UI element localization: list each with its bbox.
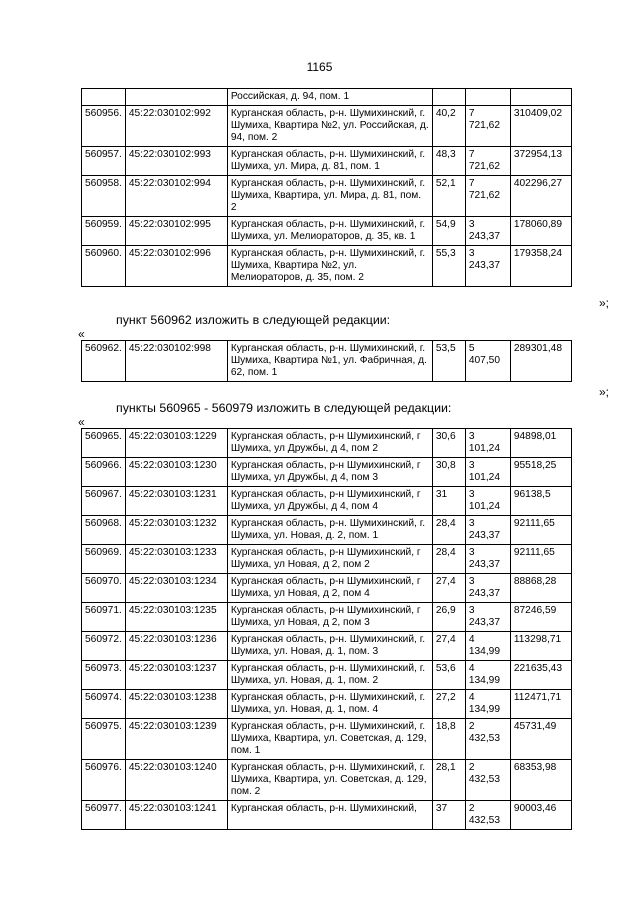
table-row <box>82 147 572 176</box>
rate-cell: 3 101,24 <box>465 429 510 458</box>
row-number-cell: 560975. <box>82 719 126 760</box>
rate-cell: 3 101,24 <box>465 458 510 487</box>
area-cell: 26,9 <box>432 603 465 632</box>
rate-cell: 7 721,62 <box>465 106 510 147</box>
table-row <box>82 106 572 147</box>
address-cell: Курганская область, р-н Шумихинский, г Шумиха, ул Новая, д 2, пом 3 <box>227 603 432 632</box>
cadastral-number-cell: 45:22:030103:1230 <box>125 458 227 487</box>
cadastral-number-cell: 45:22:030103:1239 <box>125 719 227 760</box>
rate-cell: 4 134,99 <box>465 632 510 661</box>
row-number-cell: 560976. <box>82 760 126 801</box>
area-cell: 28,4 <box>432 516 465 545</box>
rate-cell: 3 243,37 <box>465 217 510 246</box>
row-number-cell: 560977. <box>82 801 126 830</box>
value-cell: 310409,02 <box>510 106 571 147</box>
value-cell: 92111,65 <box>510 545 571 574</box>
value-cell: 68353,98 <box>510 760 571 801</box>
address-cell: Курганская область, р-н. Шумихинский, г. Шумиха, ул. Новая, д. 1, пом. 4 <box>227 690 432 719</box>
cadastral-number-cell: 45:22:030103:1232 <box>125 516 227 545</box>
closing-quote-2: »; <box>598 385 609 399</box>
row-number-cell: 560974. <box>82 690 126 719</box>
rate-cell: 5 407,50 <box>465 341 510 382</box>
row-number-cell: 560969. <box>82 545 126 574</box>
cadastral-number-cell: 45:22:030103:1229 <box>125 429 227 458</box>
value-cell: 113298,71 <box>510 632 571 661</box>
area-cell: 37 <box>432 801 465 830</box>
table-row <box>82 661 572 690</box>
row-number-cell: 560965. <box>82 429 126 458</box>
value-cell: 178060,89 <box>510 217 571 246</box>
rate-cell: 2 432,53 <box>465 801 510 830</box>
table-row <box>82 545 572 574</box>
area-cell: 55,3 <box>432 246 465 287</box>
address-cell: Курганская область, р-н Шумихинский, г Шумиха, ул Дружбы, д 4, пом 4 <box>227 487 432 516</box>
cadastral-number-cell: 45:22:030103:1238 <box>125 690 227 719</box>
rate-cell: 3 243,37 <box>465 545 510 574</box>
amendment-paragraph-1: пункт 560962 изложить в следующей редакции: <box>116 313 391 327</box>
table-row <box>82 801 572 830</box>
cadastral-number-cell: 45:22:030103:1231 <box>125 487 227 516</box>
row-number-cell: 560966. <box>82 458 126 487</box>
cadastral-number-cell: 45:22:030102:993 <box>125 147 227 176</box>
table-row <box>82 246 572 287</box>
area-cell: 28,4 <box>432 545 465 574</box>
cadastral-number-cell: 45:22:030102:992 <box>125 106 227 147</box>
area-cell: 48,3 <box>432 147 465 176</box>
cadastral-number-cell: 45:22:030103:1241 <box>125 801 227 830</box>
address-cell: Курганская область, р-н. Шумихинский, г. Шумиха, ул. Новая, д. 2, пом. 1 <box>227 516 432 545</box>
address-cell: Курганская область, р-н. Шумихинский, г. Шумиха, Квартира, ул. Мира, д. 81, пом. 2 <box>227 176 432 217</box>
value-cell: 179358,24 <box>510 246 571 287</box>
row-number-cell: 560967. <box>82 487 126 516</box>
value-cell: 289301,48 <box>510 341 571 382</box>
table-row <box>82 176 572 217</box>
opening-quote-2: « <box>78 415 85 429</box>
rate-cell: 3 243,37 <box>465 603 510 632</box>
table-row <box>82 632 572 661</box>
address-cell: Курганская область, р-н. Шумихинский, г. Шумиха, Квартира №2, ул. Мелиораторов, д. 35, пом. 2 <box>227 246 432 287</box>
area-cell: 27,4 <box>432 574 465 603</box>
row-number-cell: 560973. <box>82 661 126 690</box>
address-cell: Курганская область, р-н. Шумихинский, г. Шумиха, ул. Новая, д. 1, пом. 3 <box>227 632 432 661</box>
address-cell: Курганская область, р-н. Шумихинский, г. Шумиха, Квартира №2, ул. Российская, д. 94, пом. 2 <box>227 106 432 147</box>
table-row <box>82 603 572 632</box>
cadastral-number-cell: 45:22:030103:1236 <box>125 632 227 661</box>
cadastral-number-cell: 45:22:030102:998 <box>125 341 227 382</box>
value-cell: 45731,49 <box>510 719 571 760</box>
area-cell: 40,2 <box>432 106 465 147</box>
address-cell: Курганская область, р-н Шумихинский, г Шумиха, ул Дружбы, д 4, пом 3 <box>227 458 432 487</box>
area-cell: 27,2 <box>432 690 465 719</box>
area-cell: 53,6 <box>432 661 465 690</box>
rate-cell: 7 721,62 <box>465 147 510 176</box>
address-cell: Курганская область, р-н. Шумихинский, г. Шумиха, Квартира №1, ул. Фабричная, д. 62, пом. 1 <box>227 341 432 382</box>
row-number-cell: 560968. <box>82 516 126 545</box>
table-row <box>82 516 572 545</box>
rate-cell: 4 134,99 <box>465 690 510 719</box>
value-cell: 112471,71 <box>510 690 571 719</box>
address-cell: Курганская область, р-н. Шумихинский, г. Шумиха, Квартира, ул. Советская, д. 129, пом. 1 <box>227 719 432 760</box>
address-cell: Курганская область, р-н. Шумихинский, г. Шумиха, ул. Новая, д. 1, пом. 2 <box>227 661 432 690</box>
cadastral-number-cell: 45:22:030103:1233 <box>125 545 227 574</box>
row-number-cell: 560956. <box>82 106 126 147</box>
rate-cell: 2 432,53 <box>465 760 510 801</box>
address-cell: Курганская область, р-н. Шумихинский, г. Шумиха, ул. Мира, д. 81, пом. 1 <box>227 147 432 176</box>
table-row <box>82 89 572 106</box>
address-cell: Курганская область, р-н. Шумихинский, г. Шумиха, ул. Мелиораторов, д. 35, кв. 1 <box>227 217 432 246</box>
cadastral-number-cell <box>125 89 227 106</box>
value-cell: 94898,01 <box>510 429 571 458</box>
address-cell: Российская, д. 94, пом. 1 <box>227 89 432 106</box>
row-number-cell: 560962. <box>82 341 126 382</box>
rate-cell: 3 243,37 <box>465 516 510 545</box>
cadastral-number-cell: 45:22:030102:996 <box>125 246 227 287</box>
value-cell: 87246,59 <box>510 603 571 632</box>
row-number-cell: 560970. <box>82 574 126 603</box>
table-row <box>82 760 572 801</box>
row-number-cell: 560958. <box>82 176 126 217</box>
area-cell: 31 <box>432 487 465 516</box>
area-cell: 54,9 <box>432 217 465 246</box>
opening-quote-1: « <box>78 327 85 341</box>
value-cell <box>510 89 571 106</box>
property-table-1 <box>81 88 572 287</box>
table-row <box>82 719 572 760</box>
area-cell: 27,4 <box>432 632 465 661</box>
property-table-2 <box>81 340 572 382</box>
cadastral-number-cell: 45:22:030103:1240 <box>125 760 227 801</box>
cadastral-number-cell: 45:22:030103:1237 <box>125 661 227 690</box>
table-row <box>82 574 572 603</box>
area-cell: 28,1 <box>432 760 465 801</box>
row-number-cell <box>82 89 126 106</box>
address-cell: Курганская область, р-н. Шумихинский, <box>227 801 432 830</box>
value-cell: 88868,28 <box>510 574 571 603</box>
value-cell: 402296,27 <box>510 176 571 217</box>
cadastral-number-cell: 45:22:030103:1234 <box>125 574 227 603</box>
table-row <box>82 487 572 516</box>
rate-cell: 3 243,37 <box>465 574 510 603</box>
rate-cell: 3 243,37 <box>465 246 510 287</box>
amendment-paragraph-2: пункты 560965 - 560979 изложить в следующей редакции: <box>116 401 452 415</box>
address-cell: Курганская область, р-н. Шумихинский, г. Шумиха, Квартира, ул. Советская, д. 129, пом. 2 <box>227 760 432 801</box>
area-cell <box>432 89 465 106</box>
value-cell: 90003,46 <box>510 801 571 830</box>
row-number-cell: 560960. <box>82 246 126 287</box>
rate-cell: 2 432,53 <box>465 719 510 760</box>
address-cell: Курганская область, р-н Шумихинский, г Шумиха, ул Новая, д 2, пом 4 <box>227 574 432 603</box>
cadastral-number-cell: 45:22:030103:1235 <box>125 603 227 632</box>
rate-cell <box>465 89 510 106</box>
address-cell: Курганская область, р-н Шумихинский, г Шумиха, ул Дружбы, д 4, пом 2 <box>227 429 432 458</box>
table-row <box>82 458 572 487</box>
area-cell: 30,8 <box>432 458 465 487</box>
rate-cell: 3 101,24 <box>465 487 510 516</box>
rate-cell: 4 134,99 <box>465 661 510 690</box>
property-table-3 <box>81 428 572 830</box>
table-row <box>82 341 572 382</box>
table-row <box>82 690 572 719</box>
cadastral-number-cell: 45:22:030102:995 <box>125 217 227 246</box>
area-cell: 30,6 <box>432 429 465 458</box>
rate-cell: 7 721,62 <box>465 176 510 217</box>
page-number: 1165 <box>306 60 333 74</box>
table-row <box>82 217 572 246</box>
row-number-cell: 560959. <box>82 217 126 246</box>
area-cell: 18,8 <box>432 719 465 760</box>
value-cell: 92111,65 <box>510 516 571 545</box>
table-row <box>82 429 572 458</box>
address-cell: Курганская область, р-н Шумихинский, г Шумиха, ул Новая, д 2, пом 2 <box>227 545 432 574</box>
row-number-cell: 560972. <box>82 632 126 661</box>
area-cell: 52,1 <box>432 176 465 217</box>
area-cell: 53,5 <box>432 341 465 382</box>
row-number-cell: 560971. <box>82 603 126 632</box>
value-cell: 96138,5 <box>510 487 571 516</box>
value-cell: 95518,25 <box>510 458 571 487</box>
row-number-cell: 560957. <box>82 147 126 176</box>
cadastral-number-cell: 45:22:030102:994 <box>125 176 227 217</box>
value-cell: 372954,13 <box>510 147 571 176</box>
closing-quote-1: »; <box>598 296 609 310</box>
value-cell: 221635,43 <box>510 661 571 690</box>
